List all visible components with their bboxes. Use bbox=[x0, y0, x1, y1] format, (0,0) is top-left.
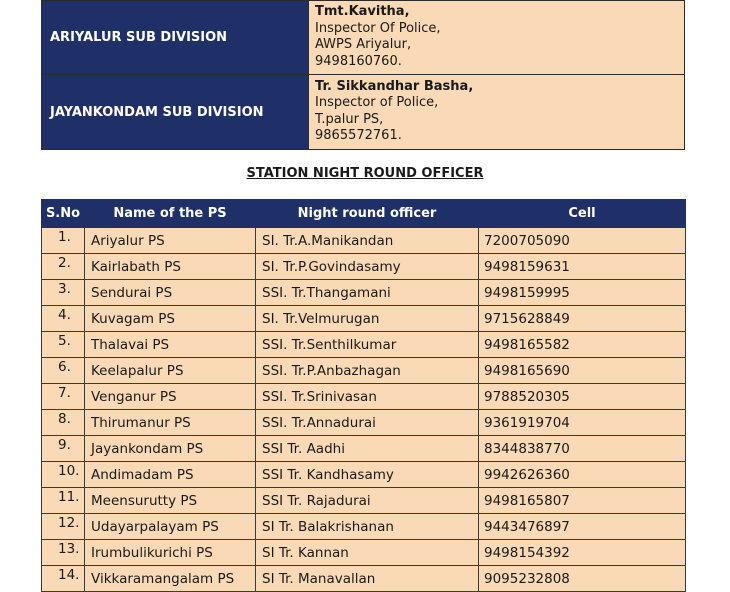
phone-cell: 7200705090 bbox=[479, 228, 686, 254]
officer-cell: SI Tr. Balakrishanan bbox=[256, 514, 479, 540]
table-row bbox=[42, 306, 686, 332]
officer-line: Inspector Of Police, bbox=[315, 20, 441, 36]
officer-line: AWPS Ariyalur, bbox=[315, 37, 412, 52]
ps-name-cell: Udayarpalayam PS bbox=[85, 514, 256, 540]
officer-cell: SSI. Tr.Senthilkumar bbox=[256, 332, 479, 358]
phone-cell: 9942626360 bbox=[479, 462, 686, 488]
officer-cell: SI. Tr.P.Govindasamy bbox=[256, 254, 479, 280]
table-row bbox=[42, 514, 686, 540]
night-round-table bbox=[41, 199, 686, 592]
ps-name-cell: Kairlabath PS bbox=[85, 254, 256, 280]
phone-cell: 9788520305 bbox=[479, 384, 686, 410]
phone-cell: 9095232808 bbox=[479, 566, 686, 592]
sno-cell: 4. bbox=[42, 306, 85, 332]
column-header-sno: S.No bbox=[42, 200, 85, 228]
sub-division-officer bbox=[309, 1, 685, 75]
column-header-cell: Cell bbox=[479, 200, 686, 228]
section-title: STATION NIGHT ROUND OFFICER bbox=[246, 166, 484, 181]
phone-cell: 9498165582 bbox=[479, 332, 686, 358]
ps-name-cell: Thirumanur PS bbox=[85, 410, 256, 436]
table-row bbox=[42, 254, 686, 280]
officer-cell: SSI Tr. Kandhasamy bbox=[256, 462, 479, 488]
phone-cell: 9498165690 bbox=[479, 358, 686, 384]
officer-line: 9498160760. bbox=[315, 53, 402, 69]
officer-cell: SSI. Tr.P.Anbazhagan bbox=[256, 358, 479, 384]
officer-cell: SI. Tr.A.Manikandan bbox=[256, 228, 479, 254]
sno-cell: 13. bbox=[42, 540, 85, 566]
ps-name-cell: Vikkaramangalam PS bbox=[85, 566, 256, 592]
phone-cell: 9498159995 bbox=[479, 280, 686, 306]
sno-cell: 14. bbox=[42, 566, 85, 592]
phone-cell: 9715628849 bbox=[479, 306, 686, 332]
officer-cell: SI Tr. Kannan bbox=[256, 540, 479, 566]
phone-cell: 8344838770 bbox=[479, 436, 686, 462]
officer-name: Tmt.Kavitha, bbox=[315, 4, 410, 19]
ps-name-cell: Sendurai PS bbox=[85, 280, 256, 306]
sub-division-name: JAYANKONDAM SUB DIVISION bbox=[42, 75, 309, 150]
sno-cell: 1. bbox=[42, 228, 85, 254]
table-row bbox=[42, 384, 686, 410]
table-row bbox=[42, 358, 686, 384]
table-row bbox=[42, 566, 686, 592]
ps-name-cell: Jayankondam PS bbox=[85, 436, 256, 462]
sno-cell: 12. bbox=[42, 514, 85, 540]
ps-name-cell: Meensurutty PS bbox=[85, 488, 256, 514]
ps-name-cell: Thalavai PS bbox=[85, 332, 256, 358]
sno-cell: 2. bbox=[42, 254, 85, 280]
sno-cell: 8. bbox=[42, 410, 85, 436]
officer-cell: SSI Tr. Rajadurai bbox=[256, 488, 479, 514]
sub-division-row bbox=[42, 1, 685, 75]
table-row bbox=[42, 332, 686, 358]
ps-name-cell: Kuvagam PS bbox=[85, 306, 256, 332]
officer-line: Inspector of Police, bbox=[315, 95, 439, 110]
officer-cell: SSI Tr. Aadhi bbox=[256, 436, 479, 462]
officer-cell: SSI. Tr.Annadurai bbox=[256, 410, 479, 436]
sno-cell: 6. bbox=[42, 358, 85, 384]
officer-line: T.palur PS, bbox=[315, 111, 384, 127]
table-row bbox=[42, 436, 686, 462]
sno-cell: 7. bbox=[42, 384, 85, 410]
sub-division-name: ARIYALUR SUB DIVISION bbox=[42, 1, 309, 75]
column-header-ps: Name of the PS bbox=[85, 200, 256, 228]
table-row bbox=[42, 462, 686, 488]
officer-cell: SI. Tr.Velmurugan bbox=[256, 306, 479, 332]
table-row bbox=[42, 540, 686, 566]
phone-cell: 9498159631 bbox=[479, 254, 686, 280]
phone-cell: 9361919704 bbox=[479, 410, 686, 436]
column-header-officer: Night round officer bbox=[256, 200, 479, 228]
sno-cell: 3. bbox=[42, 280, 85, 306]
table-row bbox=[42, 488, 686, 514]
phone-cell: 9498165807 bbox=[479, 488, 686, 514]
ps-name-cell: Irumbulikurichi PS bbox=[85, 540, 256, 566]
sno-cell: 10. bbox=[42, 462, 85, 488]
sno-cell: 9. bbox=[42, 436, 85, 462]
ps-name-cell: Andimadam PS bbox=[85, 462, 256, 488]
phone-cell: 9443476897 bbox=[479, 514, 686, 540]
officer-cell: SSI. Tr.Srinivasan bbox=[256, 384, 479, 410]
table-row bbox=[42, 410, 686, 436]
sub-division-officer bbox=[309, 75, 685, 150]
sub-division-table bbox=[41, 0, 685, 150]
table-row bbox=[42, 228, 686, 254]
sno-cell: 11. bbox=[42, 488, 85, 514]
table-header-row bbox=[42, 200, 686, 228]
officer-cell: SSI. Tr.Thangamani bbox=[256, 280, 479, 306]
officer-line: 9865572761. bbox=[315, 128, 402, 143]
ps-name-cell: Venganur PS bbox=[85, 384, 256, 410]
phone-cell: 9498154392 bbox=[479, 540, 686, 566]
table-row bbox=[42, 280, 686, 306]
ps-name-cell: Ariyalur PS bbox=[85, 228, 256, 254]
sno-cell: 5. bbox=[42, 332, 85, 358]
officer-cell: SI Tr. Manavallan bbox=[256, 566, 479, 592]
ps-name-cell: Keelapalur PS bbox=[85, 358, 256, 384]
sub-division-row bbox=[42, 75, 685, 150]
officer-name: Tr. Sikkandhar Basha, bbox=[315, 78, 474, 94]
